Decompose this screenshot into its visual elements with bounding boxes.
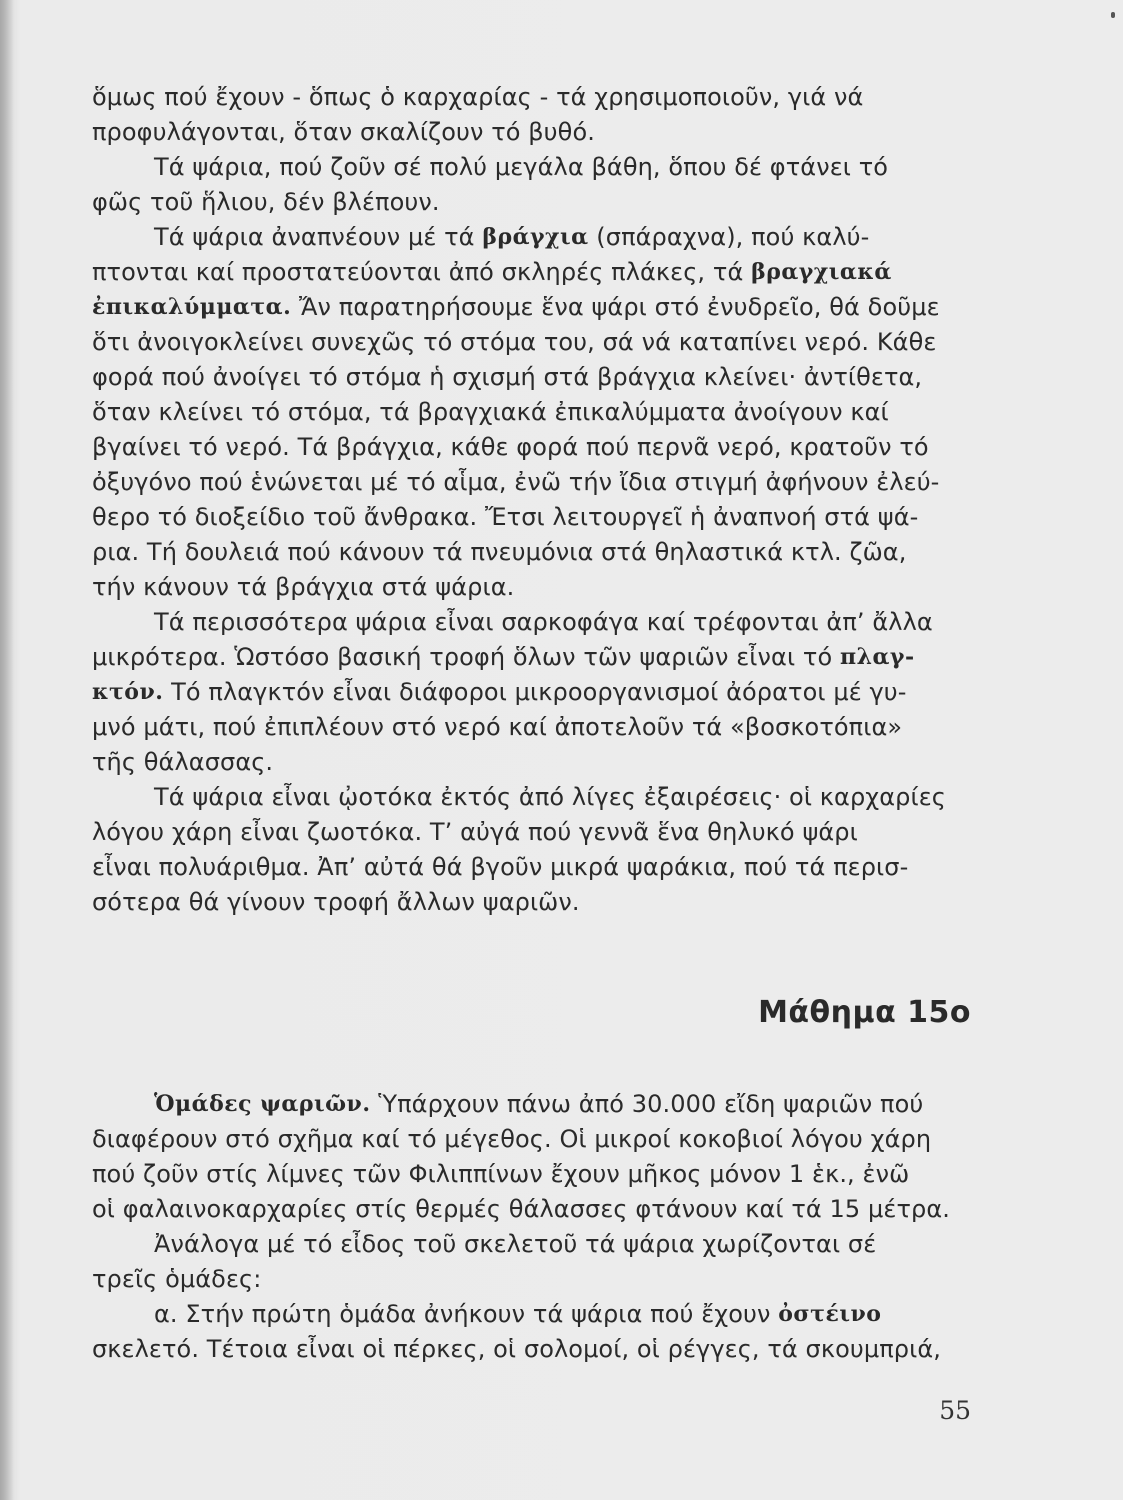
line-text: Τά ψάρια ἀναπνέουν μέ τά [154, 223, 483, 251]
text-line [92, 535, 972, 570]
scan-speck [1111, 12, 1115, 18]
line-text: μνό μάτι, πού ἐπιπλέουν στό νερό καί ἀποτελοῦν τά «βοσκοτόπια» [92, 713, 903, 741]
line-text: Ὑπάρχουν πάνω ἀπό 30.000 εἴδη ψαριῶν πού [370, 1090, 924, 1118]
text-line [92, 465, 972, 500]
bold-term: κτόν. [92, 679, 164, 705]
text-line [92, 80, 972, 115]
text-line [92, 115, 972, 150]
text-line [92, 780, 972, 815]
text-line [92, 395, 972, 430]
page-number: 55 [939, 1396, 971, 1425]
text-line [92, 185, 972, 220]
line-text: Τά περισσότερα ψάρια εἶναι σαρκοφάγα καί τρέφονται ἀπ’ ἄλλα [154, 608, 933, 636]
line-text: Τό πλαγκτόν εἶναι διάφοροι μικροοργανισμοί ἀόρατοι μέ γυ- [163, 678, 907, 706]
line-text: α. Στήν πρώτη ὁμάδα ἀνήκουν τά ψάρια πού ἔχουν [154, 1300, 779, 1328]
line-text: Τά ψάρια εἶναι ᾠοτόκα ἐκτός ἀπό λίγες ἐξαιρέσεις· οἱ καρχαρίες [154, 783, 946, 811]
line-text: σότερα θά γίνουν τροφή ἄλλων ψαριῶν. [92, 888, 580, 916]
text-line [92, 570, 972, 605]
bold-term: βραγχιακά [751, 259, 892, 285]
text-line [92, 640, 972, 675]
line-text: σκελετό. Τέτοια εἶναι οἱ πέρκες, οἱ σολομοί, οἱ ρέγγες, τά σκουμπριά, [92, 1335, 942, 1363]
line-text: βγαίνει τό νερό. Τά βράγχια, κάθε φορά πού περνᾶ νερό, κρατοῦν τό [92, 433, 929, 461]
text-line [92, 1087, 972, 1122]
line-text: ὅταν κλείνει τό στόμα, τά βραγχιακά ἐπικαλύμματα ἀνοίγουν καί [92, 398, 889, 426]
line-text: τρεῖς ὁμάδες: [92, 1265, 262, 1293]
line-text: ὅτι ἀνοιγοκλείνει συνεχῶς τό στόμα του, σά νά καταπίνει νερό. Κάθε [92, 328, 937, 356]
line-text: λόγου χάρη εἶναι ζωοτόκα. Τ’ αὐγά πού γεννᾶ ἕνα θηλυκό ψάρι [92, 818, 858, 846]
text-line [92, 150, 972, 185]
lesson-heading: Μάθημα 15ο [758, 995, 971, 1030]
text-line [92, 1262, 972, 1297]
bold-term: βράγχια [482, 224, 589, 250]
text-line [92, 675, 972, 710]
line-text: Ἀνάλογα μέ τό εἶδος τοῦ σκελετοῦ τά ψάρια χωρίζονται σέ [154, 1230, 877, 1258]
bold-term: πλαγ- [839, 644, 915, 670]
text-line [92, 325, 972, 360]
line-text: τήν κάνουν τά βράγχια στά ψάρια. [92, 573, 515, 601]
bold-term: ὀστέινο [778, 1301, 882, 1327]
text-line [92, 1157, 972, 1192]
text-line [92, 1122, 972, 1157]
line-text: φορά πού ἀνοίγει τό στόμα ἡ σχισμή στά βράγχια κλείνει· ἀντίθετα, [92, 363, 923, 391]
text-line [92, 815, 972, 850]
text-line [92, 850, 972, 885]
line-text: πτονται καί προστατεύονται ἀπό σκληρές πλάκες, τά [92, 258, 752, 286]
line-text: φῶς τοῦ ἥλιου, δέν βλέπουν. [92, 188, 440, 216]
line-text: θερο τό διοξείδιο τοῦ ἄνθρακα. Ἔτσι λειτουργεῖ ἡ ἀναπνοή στά ψά- [92, 503, 919, 531]
line-text: διαφέρουν στό σχῆμα καί τό μέγεθος. Οἱ μικροί κοκοβιοί λόγου χάρη [92, 1125, 932, 1153]
text-line [92, 1192, 972, 1227]
text-line [92, 1332, 972, 1367]
text-line [92, 605, 972, 640]
binding-shadow [0, 0, 14, 1500]
line-text: (σπάραχνα), πού καλύ- [588, 223, 870, 251]
line-text: μικρότερα. Ὡστόσο βασική τροφή ὅλων τῶν ψαριῶν εἶναι τό [92, 643, 840, 671]
text-line [92, 745, 972, 780]
text-line [92, 430, 972, 465]
line-text: Ἄν παρατηρήσουμε ἕνα ψάρι στό ἐνυδρεῖο, θά δοῦμε [291, 293, 940, 321]
text-line [92, 220, 972, 255]
lesson-15-text [92, 1087, 972, 1367]
line-text: ὅμως πού ἔχουν - ὅπως ὁ καρχαρίας - τά χρησιμοποιοῦν, γιά νά [92, 83, 864, 111]
text-line [92, 360, 972, 395]
line-text: ρια. Τή δουλειά πού κάνουν τά πνευμόνια στά θηλαστικά κτλ. ζῶα, [92, 538, 907, 566]
text-line [92, 255, 972, 290]
line-text: Τά ψάρια, πού ζοῦν σέ πολύ μεγάλα βάθη, ὅπου δέ φτάνει τό [154, 153, 889, 181]
line-text: ὀξυγόνο πού ἑνώνεται μέ τό αἷμα, ἐνῶ τήν ἴδια στιγμή ἀφήνουν ἐλεύ- [92, 468, 940, 496]
section-term: Ὁμάδες ψαριῶν. [154, 1091, 371, 1117]
line-text: πού ζοῦν στίς λίμνες τῶν Φιλιππίνων ἔχουν μῆκος μόνον 1 ἑκ., ἐνῶ [92, 1160, 910, 1188]
body-text [92, 80, 972, 920]
text-line [92, 885, 972, 920]
text-line [92, 710, 972, 745]
line-text: οἱ φαλαινοκαρχαρίες στίς θερμές θάλασσες φτάνουν καί τά 15 μέτρα. [92, 1195, 950, 1223]
line-text: τῆς θάλασσας. [92, 748, 274, 776]
text-line [92, 290, 972, 325]
text-line [92, 1297, 972, 1332]
bold-term: ἐπικαλύμματα. [92, 294, 292, 320]
line-text: εἶναι πολυάριθμα. Ἀπ’ αὐτά θά βγοῦν μικρά ψαράκια, πού τά περισ- [92, 853, 909, 881]
text-line [92, 1227, 972, 1262]
line-text: προφυλάγονται, ὅταν σκαλίζουν τό βυθό. [92, 118, 595, 146]
text-line [92, 500, 972, 535]
